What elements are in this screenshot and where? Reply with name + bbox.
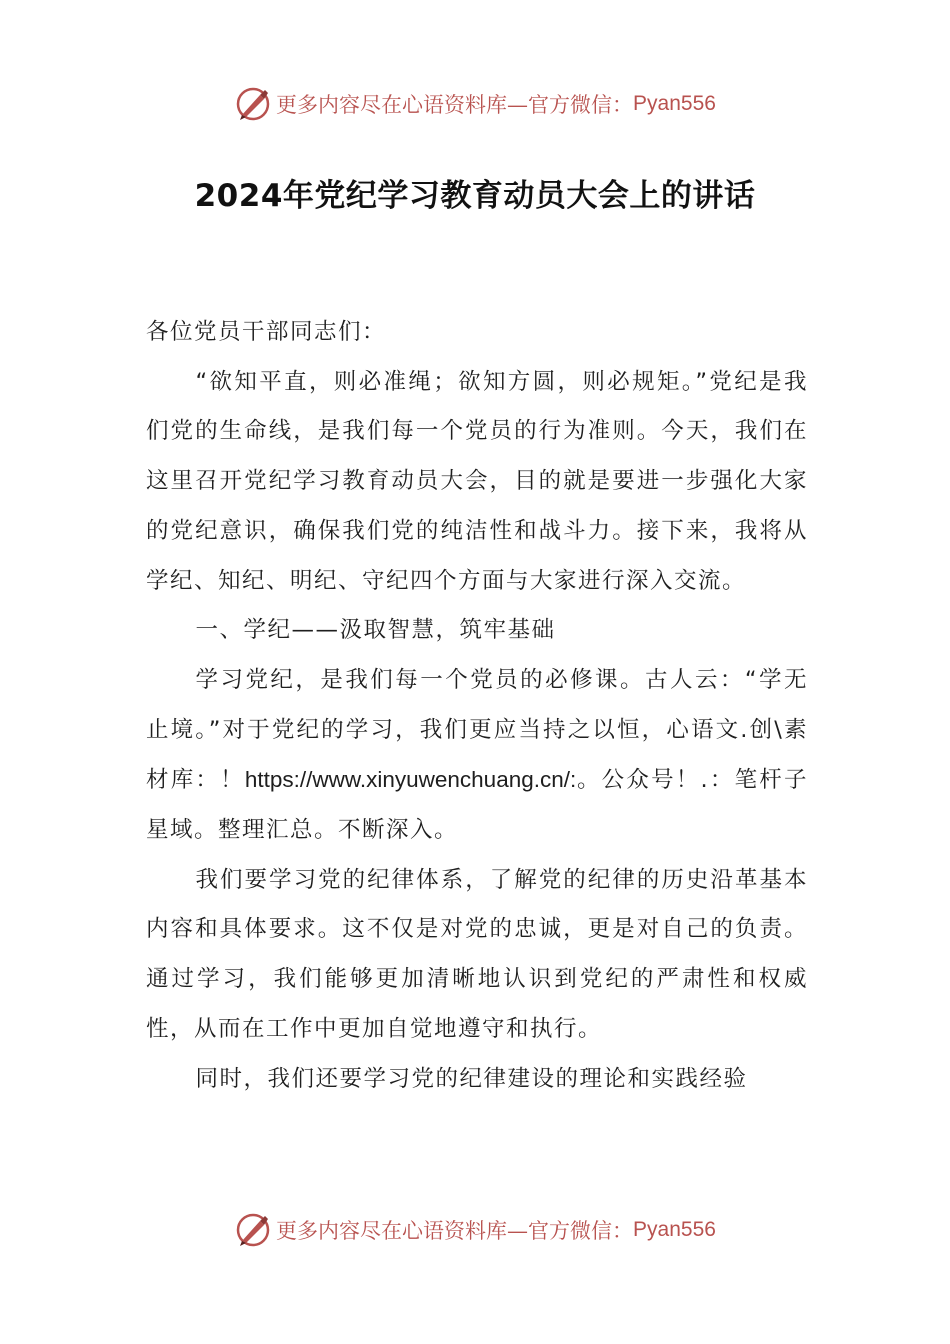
pen-logo-icon <box>234 1211 272 1249</box>
promo-suffix: 。公众号！.：笔杆子星域。整理汇总。不断深入。 <box>146 767 808 844</box>
section-heading-1: 一、学纪——汲取智慧，筑牢基础 <box>195 617 556 644</box>
salutation: 各位党员干部同志们： <box>146 319 387 345</box>
document-title: 2024年党纪学习教育动员大会上的讲话 <box>194 178 756 214</box>
paragraph-discipline-system: 我们要学习党的纪律体系，了解党的纪律的历史沿革基本内容和具体要求。这不仅是对党的忠诚，更是对自己的负责。通过学习，我们能够更加清晰地认识到党纪的严肃性和权威性，从而在工作中更加自觉地遵守和执行。 <box>146 866 808 1042</box>
document-body <box>146 308 808 1104</box>
banner-text: 更多内容尽在心语资料库—官方微信： <box>276 93 634 117</box>
wechat-id: Pyan556 <box>633 1218 716 1241</box>
paragraph-study <box>146 656 808 856</box>
promo-prefix: 心语文.创\素材库：！ <box>146 716 808 794</box>
paragraph-study-text: 学习党纪，是我们每一个党员的必修课。古人云：“学无止境。”对于党纪的学习，我们更应当持之以恒， <box>146 666 808 743</box>
wechat-id: Pyan556 <box>633 92 716 115</box>
paragraph-intro: “欲知平直，则必准绳；欲知方圆，则必规矩。”党纪是我们党的生命线，是我们每一个党员的行为准则。今天，我们在这里召开党纪学习教育动员大会，目的就是要进一步强化大家的党纪意识，确保我们党的纯洁性和战斗力。接下来，我将从学纪、知纪、明纪、守纪四个方面与大家进行深入交流。 <box>146 368 808 594</box>
banner-text: 更多内容尽在心语资料库—官方微信： <box>276 1219 634 1243</box>
paragraph-theory-practice: 同时，我们还要学习党的纪律建设的理论和实践经验 <box>195 1065 748 1092</box>
header-banner <box>0 82 950 126</box>
promo-url: https://www.xinyuwenchuang.cn/: <box>244 767 577 793</box>
pen-logo-icon <box>234 85 272 123</box>
footer-banner <box>0 1208 950 1252</box>
